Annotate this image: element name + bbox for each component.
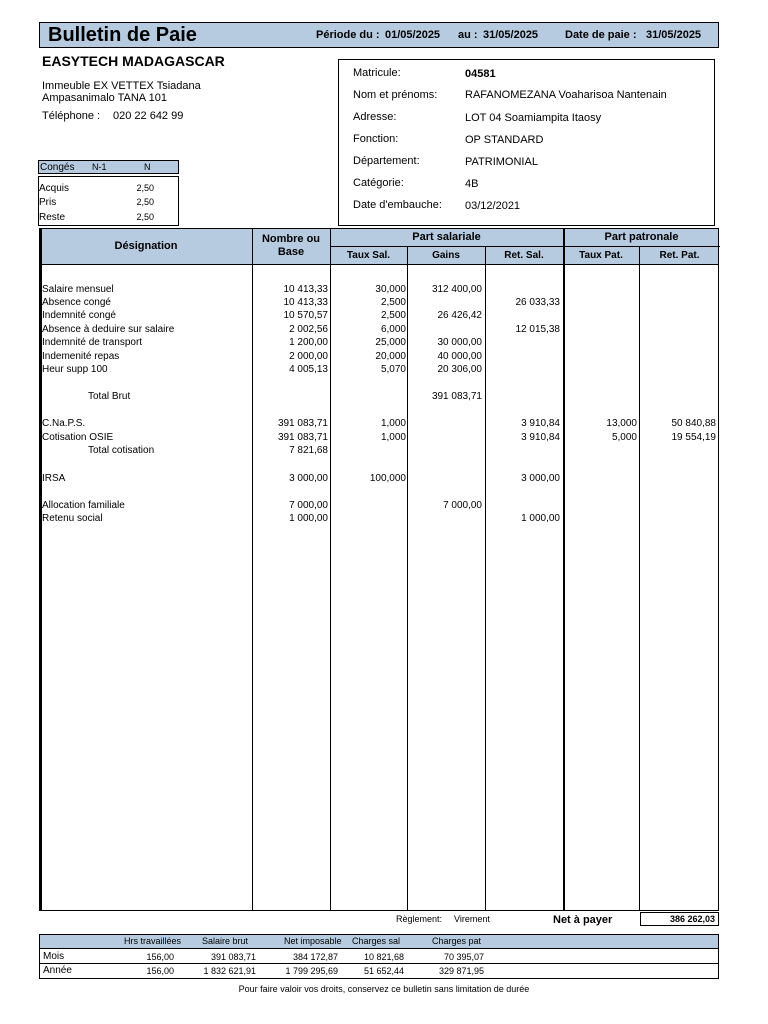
conges-header xyxy=(38,160,179,174)
row-designation: Cotisation OSIE xyxy=(42,432,114,443)
total-cotisation-value: 7 821,68 xyxy=(289,445,328,456)
company-address-line2: Ampasanimalo TANA 101 xyxy=(42,92,167,104)
company-phone-label: Téléphone : xyxy=(42,110,101,122)
col-base-header-line1: Nombre ou xyxy=(261,233,321,245)
net-a-payer-value: 386 262,03 xyxy=(640,912,719,926)
summary-cell: 329 871,95 xyxy=(438,966,484,976)
embauche-value: 03/12/2021 xyxy=(465,200,521,212)
embauche-label: Date d'embauche: xyxy=(353,199,442,211)
title-bar xyxy=(39,22,719,48)
row-taux-sal: 20,000 xyxy=(375,351,406,362)
row-base: 2 002,56 xyxy=(289,324,328,335)
categorie-value: 4B xyxy=(465,178,479,190)
payslip-table xyxy=(39,228,719,911)
summary-cell: 51 652,44 xyxy=(363,966,404,976)
row-gains: 312 400,00 xyxy=(431,284,482,295)
row-base: 3 000,00 xyxy=(289,473,328,484)
fonction-label: Fonction: xyxy=(353,133,399,145)
row-base: 2 000,00 xyxy=(289,351,328,362)
periode-label: Période du : xyxy=(316,29,380,41)
col-ret-pat-header: Ret. Pat. xyxy=(659,250,700,261)
summary-table xyxy=(39,934,719,979)
date-paie: 31/05/2025 xyxy=(646,29,702,41)
conges-row-label: Reste xyxy=(39,212,66,223)
conges-row-value: 2,50 xyxy=(136,197,154,207)
row-taux-sal: 1,000 xyxy=(380,418,406,429)
table-row xyxy=(40,473,718,486)
table-row xyxy=(40,337,718,350)
row-designation: Indemenité repas xyxy=(42,351,120,362)
table-row xyxy=(40,284,718,297)
conges-row xyxy=(39,212,178,226)
row-taux-sal: 25,000 xyxy=(375,337,406,348)
row-ret-sal: 26 033,33 xyxy=(515,297,560,308)
row-designation: Allocation familiale xyxy=(42,500,125,511)
total-cotisation-row xyxy=(40,445,718,458)
total-brut-row xyxy=(40,391,718,404)
summary-col-header: Salaire brut xyxy=(202,936,249,946)
conges-row xyxy=(39,183,178,197)
departement-label: Département: xyxy=(353,155,420,167)
adresse-value: LOT 04 Soamiampita Itaosy xyxy=(465,112,602,124)
conges-row-value: 2,50 xyxy=(136,212,154,222)
table-row xyxy=(40,418,718,431)
matricule-value: 04581 xyxy=(465,68,496,80)
table-row xyxy=(40,297,718,310)
row-base: 7 000,00 xyxy=(289,500,328,511)
net-a-payer-label: Net à payer xyxy=(553,914,613,926)
conges-body xyxy=(38,176,179,226)
employee-info-box xyxy=(338,59,715,226)
row-designation: Indemnité congé xyxy=(42,310,116,321)
periode-debut: 01/05/2025 xyxy=(385,29,441,41)
row-designation: IRSA xyxy=(42,473,66,484)
row-gains: 7 000,00 xyxy=(443,500,482,511)
table-row xyxy=(40,500,718,513)
row-ret-sal: 1 000,00 xyxy=(521,513,560,524)
row-ret-sal: 12 015,38 xyxy=(515,324,560,335)
summary-row-mois xyxy=(40,950,718,964)
row-base: 4 005,13 xyxy=(289,364,328,375)
table-row xyxy=(40,310,718,323)
col-taux-sal-header: Taux Sal. xyxy=(346,250,391,261)
table-row xyxy=(40,432,718,445)
summary-cell: 10 821,68 xyxy=(363,952,404,962)
row-gains: 30 000,00 xyxy=(437,337,482,348)
summary-cell: 156,00 xyxy=(146,952,174,962)
table-row xyxy=(40,364,718,377)
company-address-line1: Immeuble EX VETTEX Tsiadana xyxy=(42,80,201,92)
group-salariale-header: Part salariale xyxy=(412,231,481,243)
col-gains-header: Gains xyxy=(432,250,460,261)
row-gains: 26 426,42 xyxy=(437,310,482,321)
row-taux-pat: 5,000 xyxy=(611,432,637,443)
company-name: EASYTECH MADAGASCAR xyxy=(42,53,225,69)
summary-row-annee xyxy=(40,964,718,978)
summary-cell: 70 395,07 xyxy=(443,952,484,962)
nom-value: RAFANOMEZANA Voaharisoa Nantenain xyxy=(465,89,667,101)
row-designation: Salaire mensuel xyxy=(42,284,114,295)
page-title: Bulletin de Paie xyxy=(48,24,197,46)
row-base: 10 413,33 xyxy=(283,284,328,295)
summary-col-header: Net imposable xyxy=(284,936,342,946)
au-label: au : xyxy=(458,29,478,41)
col-designation-header: Désignation xyxy=(114,240,178,252)
row-ret-pat: 19 554,19 xyxy=(671,432,716,443)
table-row xyxy=(40,351,718,364)
footer-note: Pour faire valoir vos droits, conservez ce bulletin sans limitation de durée xyxy=(238,984,530,994)
row-taux-sal: 30,000 xyxy=(375,284,406,295)
summary-cell: 384 172,87 xyxy=(292,952,338,962)
company-phone: 020 22 642 99 xyxy=(113,110,184,122)
col-taux-pat-header: Taux Pat. xyxy=(579,250,623,261)
row-base: 10 570,57 xyxy=(283,310,328,321)
summary-header xyxy=(40,935,718,949)
col-ret-sal-header: Ret. Sal. xyxy=(504,250,544,261)
row-gains: 20 306,00 xyxy=(437,364,482,375)
conges-row-label: Acquis xyxy=(39,183,70,194)
summary-col-header: Charges sal xyxy=(352,936,401,946)
row-designation: Absence congé xyxy=(42,297,111,308)
date-paie-label: Date de paie : xyxy=(565,29,637,41)
row-designation: Heur supp 100 xyxy=(42,364,108,375)
row-base: 391 083,71 xyxy=(277,418,328,429)
summary-cell: 1 832 621,91 xyxy=(203,966,256,976)
row-designation: Indemnité de transport xyxy=(42,337,143,348)
fonction-value: OP STANDARD xyxy=(465,134,544,146)
row-base: 1 000,00 xyxy=(289,513,328,524)
group-divider xyxy=(330,246,720,247)
summary-cell: 156,00 xyxy=(146,966,174,976)
row-taux-sal: 2,500 xyxy=(380,310,406,321)
summary-col-header: Charges pat xyxy=(432,936,482,946)
row-base: 391 083,71 xyxy=(277,432,328,443)
row-ret-pat: 50 840,88 xyxy=(671,418,716,429)
row-taux-sal: 5,070 xyxy=(380,364,406,375)
conges-row xyxy=(39,197,178,211)
matricule-label: Matricule: xyxy=(353,67,401,79)
row-taux-pat: 13,000 xyxy=(606,418,637,429)
row-base: 1 200,00 xyxy=(289,337,328,348)
categorie-label: Catégorie: xyxy=(353,177,404,189)
conges-col-n1: N-1 xyxy=(92,162,107,172)
total-cotisation-label: Total cotisation xyxy=(88,445,155,456)
periode-fin: 31/05/2025 xyxy=(483,29,539,41)
row-taux-sal: 6,000 xyxy=(380,324,406,335)
row-designation: C.Na.P.S. xyxy=(42,418,86,429)
table-row xyxy=(40,513,718,526)
conges-title: Congés xyxy=(40,162,75,173)
conges-col-n: N xyxy=(144,162,151,172)
reglement-label: Règlement: xyxy=(396,914,443,924)
table-row xyxy=(40,324,718,337)
conges-row-label: Pris xyxy=(39,197,57,208)
summary-cell: 391 083,71 xyxy=(210,952,256,962)
group-patronale-header: Part patronale xyxy=(604,231,679,243)
total-brut-label: Total Brut xyxy=(88,391,131,402)
summary-row-label: Mois xyxy=(43,951,65,962)
summary-row-label: Année xyxy=(43,965,72,976)
nom-label: Nom et prénoms: xyxy=(353,89,438,101)
row-base: 10 413,33 xyxy=(283,297,328,308)
row-designation: Absence à deduire sur salaire xyxy=(42,324,175,335)
row-ret-sal: 3 000,00 xyxy=(521,473,560,484)
row-taux-sal: 1,000 xyxy=(380,432,406,443)
row-designation: Retenu social xyxy=(42,513,103,524)
row-gains: 40 000,00 xyxy=(437,351,482,362)
conges-row-value: 2,50 xyxy=(136,183,154,193)
col-base-header-line2: Base xyxy=(277,246,305,258)
summary-cell: 1 799 295,69 xyxy=(285,966,338,976)
total-brut-value: 391 083,71 xyxy=(431,391,482,402)
row-ret-sal: 3 910,84 xyxy=(521,432,560,443)
adresse-label: Adresse: xyxy=(353,111,397,123)
summary-col-header: Hrs travaillées xyxy=(124,936,182,946)
departement-value: PATRIMONIAL xyxy=(465,156,538,168)
row-ret-sal: 3 910,84 xyxy=(521,418,560,429)
row-taux-sal: 2,500 xyxy=(380,297,406,308)
reglement-value: Virement xyxy=(454,914,490,924)
row-taux-sal: 100,000 xyxy=(369,473,406,484)
